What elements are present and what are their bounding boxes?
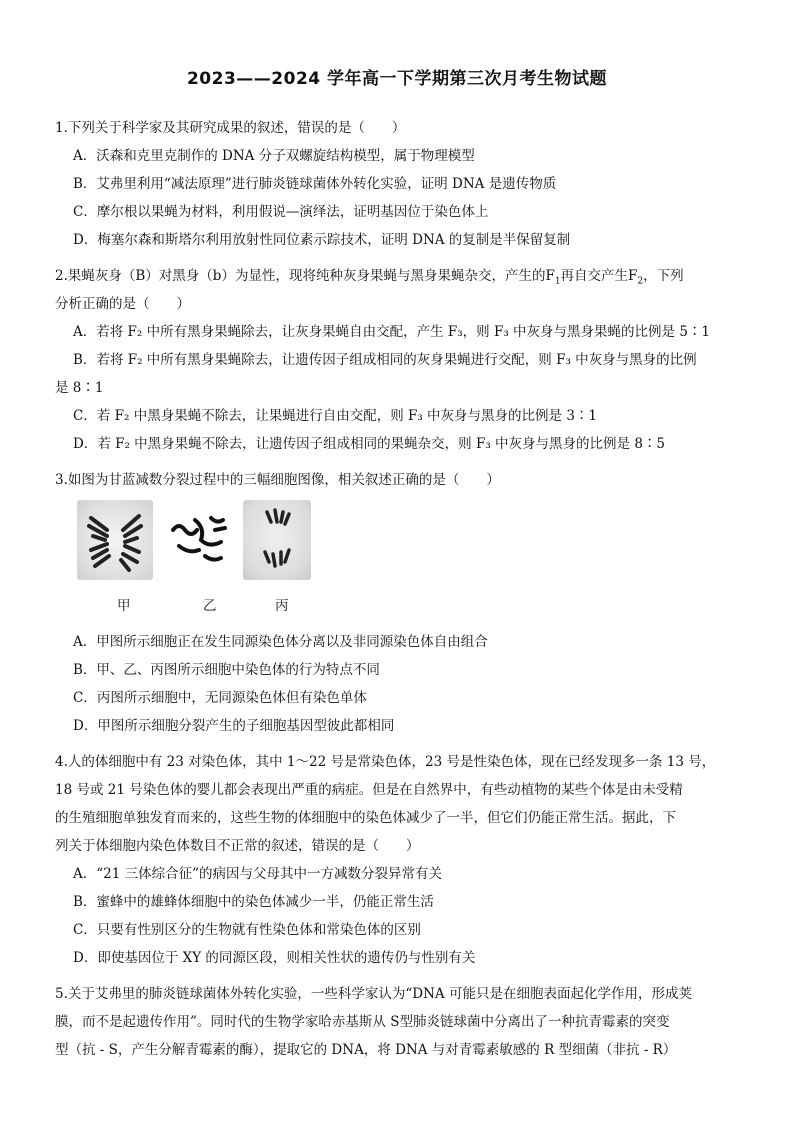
question-4: [55, 748, 723, 972]
question-3: [55, 466, 723, 740]
option-a: A．若将 F₂ 中所有黑身果蝇除去，让灰身果蝇自由交配，产生 F₃，则 F₃ 中灰身与黑身果蝇的比例是 5∶1: [73, 324, 711, 340]
micrograph-jia: [77, 500, 153, 580]
option-b-cont: 是 8∶1: [55, 380, 104, 396]
option-b: B．艾弗里利用“减法原理”进行肺炎链球菌体外转化实验，证明 DNA 是遗传物质: [73, 176, 557, 192]
question-2: [55, 262, 723, 458]
figure-label-yi: 乙: [203, 598, 217, 614]
figure-label-jia: 甲: [117, 598, 131, 614]
question-stem-cont: 18 号或 21 号染色体的婴儿都会表现出严重的病症。但是在自然界中，有些动植物的某些个体是由未受精: [55, 782, 683, 798]
micrograph-bing: [243, 500, 311, 580]
question-stem: 1.下列关于科学家及其研究成果的叙述，错误的是（ ）: [55, 120, 406, 136]
micrograph-yi: [165, 500, 233, 580]
option-d: D．即使基因位于 XY 的同源区段，则相关性状的遗传仍与性别有关: [73, 950, 476, 966]
option-c: C．丙图所示细胞中，无同源染色体但有染色单体: [73, 690, 367, 706]
option-b: B．甲、乙、丙图所示细胞中染色体的行为特点不同: [73, 662, 380, 678]
option-c: C．若 F₂ 中黑身果蝇不除去，让果蝇进行自由交配，则 F₃ 中灰身与黑身的比例是 3∶1: [73, 408, 598, 424]
question-list: [55, 114, 723, 1072]
question-1: [55, 114, 723, 254]
question-5: [55, 980, 723, 1064]
question-stem: 3.如图为甘蓝减数分裂过程中的三幅细胞图像，相关叙述正确的是（ ）: [55, 472, 500, 488]
cell-figure: [73, 498, 723, 626]
option-c: C．摩尔根以果蝇为材料，利用假说—演绎法，证明基因位于染色体上: [73, 204, 489, 220]
option-b: B．若将 F₂ 中所有黑身果蝇除去，让遗传因子组成相同的灰身果蝇进行交配，则 F₃ 中灰身与黑身的比例: [73, 352, 697, 368]
question-stem: 2.果蝇灰身（B）对黑身（b）为显性，现将纯种灰身果蝇与黑身果蝇杂交，产生的$F_1$再自交产生$F_2$，下列: [55, 268, 684, 287]
option-b: B．蜜蜂中的雄蜂体细胞中的染色体减少一半，仍能正常生活: [73, 894, 434, 910]
question-stem: 5.关于艾弗里的肺炎链球菌体外转化实验，一些科学家认为“DNA 可能只是在细胞表面起化学作用，形成荚: [55, 986, 692, 1002]
page-title: 2023——2024 学年高一下学期第三次月考生物试题: [186, 69, 608, 89]
question-stem-cont: 膜，而不是起遗传作用”。同时代的生物学家哈赤基斯从 S型肺炎链球菌中分离出了一种抗青霉素的突变: [55, 1014, 670, 1030]
figure-label-bing: 丙: [275, 598, 289, 614]
question-stem-cont: 列关于体细胞内染色体数目不正常的叙述，错误的是（ ）: [55, 838, 420, 854]
option-a: A．甲图所示细胞正在发生同源染色体分离以及非同源染色体自由组合: [73, 634, 488, 650]
question-stem: 4.人的体细胞中有 23 对染色体，其中 1～22 号是常染色体，23 号是性染色体，现在已经发现多一条 13 号，: [55, 754, 716, 770]
option-c: C．只要有性别区分的生物就有性染色体和常染色体的区别: [73, 922, 421, 938]
question-stem-cont: 分析正确的是（ ）: [55, 296, 190, 312]
option-a: A．“21 三体综合征”的病因与父母其中一方减数分裂异常有关: [73, 866, 443, 882]
question-stem-cont: 的生殖细胞单独发育而来的，这些生物的体细胞中的染色体减少了一半，但它们仍能正常生活。据此，下: [55, 810, 676, 826]
question-stem-cont: 型（抗 - S，产生分解青霉素的酶），提取它的 DNA，将 DNA 与对青霉素敏感的 R 型细菌（非抗 - R）: [55, 1042, 677, 1058]
option-d: D．若 F₂ 中黑身果蝇不除去，让遗传因子组成相同的果蝇杂交，则 F₃ 中灰身与黑身的比例是 8∶5: [73, 436, 666, 452]
option-d: D．梅塞尔森和斯塔尔利用放射性同位素示踪技术，证明 DNA 的复制是半保留复制: [73, 232, 571, 248]
option-d: D．甲图所示细胞分裂产生的子细胞基因型彼此都相同: [73, 718, 395, 734]
option-a: A．沃森和克里克制作的 DNA 分子双螺旋结构模型，属于物理模型: [73, 148, 475, 164]
